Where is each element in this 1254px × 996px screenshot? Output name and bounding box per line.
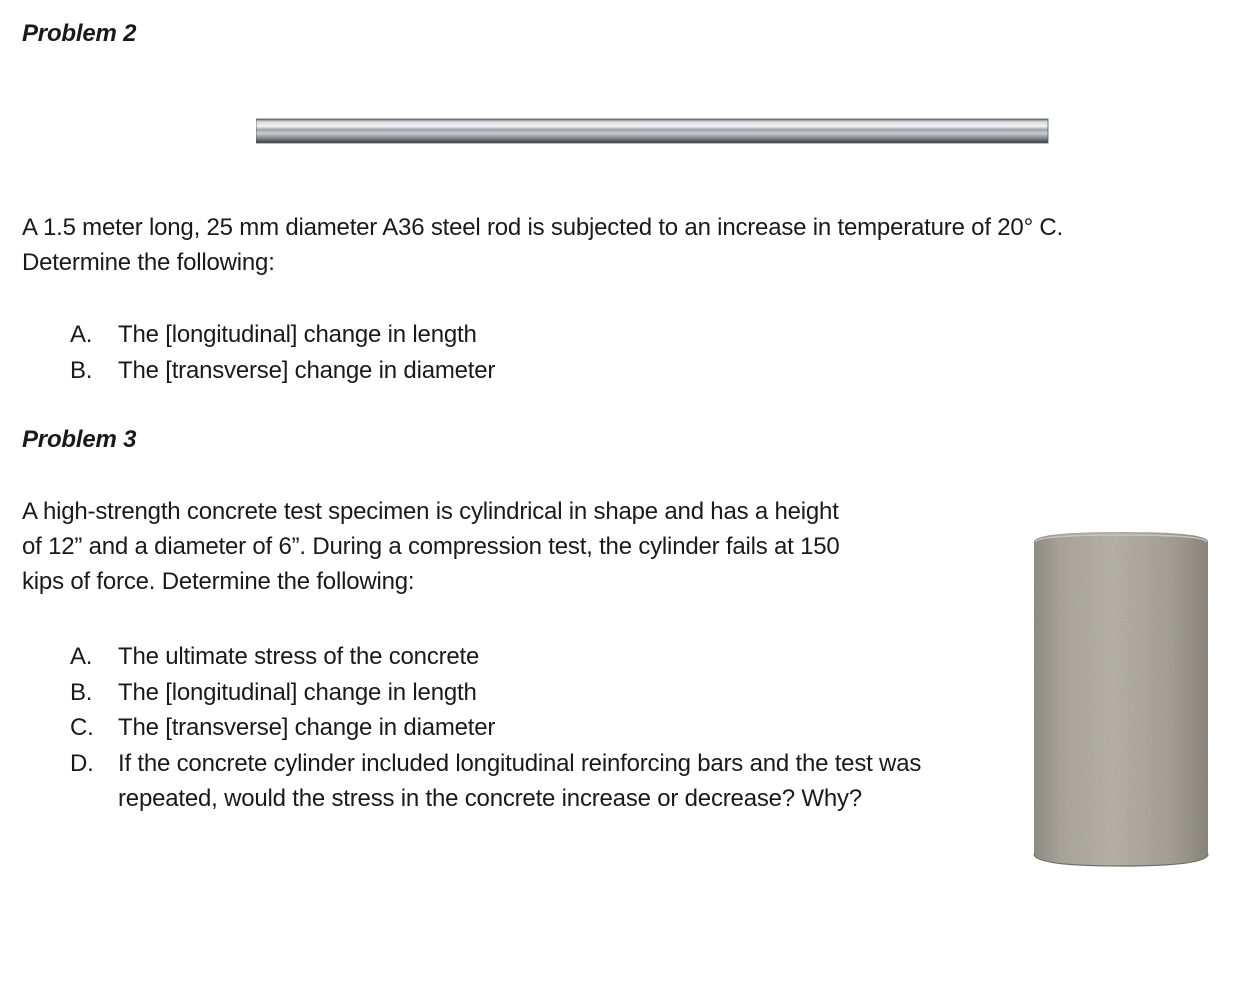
problem-2-question-list <box>70 317 495 388</box>
problem-3-statement-line-2: of 12” and a diameter of 6”. During a compression test, the cylinder fails at 150 <box>22 533 840 560</box>
item-letter: B. <box>70 678 93 706</box>
list-item <box>70 746 950 817</box>
problem-2-statement-line-1: A 1.5 meter long, 25 mm diameter A36 steel rod is subjected to an increase in temperature of 20° C. <box>22 214 1064 241</box>
item-text: The [transverse] change in diameter <box>118 356 496 384</box>
problem-2-statement-line-2: Determine the following: <box>22 249 275 276</box>
item-text: If the concrete cylinder included longitudinal reinforcing bars and the test was repeated, would the stress in the concrete increase or decrease? Why? <box>118 749 922 812</box>
list-item <box>70 353 495 389</box>
list-item <box>70 710 950 746</box>
item-letter: B. <box>70 356 93 384</box>
problem-3-statement-line-1: A high-strength concrete test specimen is cylindrical in shape and has a height <box>22 498 839 525</box>
list-item <box>70 675 950 711</box>
item-text: The [longitudinal] change in length <box>118 321 477 348</box>
item-text: The [longitudinal] change in length <box>118 678 477 706</box>
problem-3-statement <box>22 494 982 599</box>
list-item <box>70 639 950 675</box>
steel-rod-image <box>256 117 1050 145</box>
item-text: The [transverse] change in diameter <box>118 714 496 741</box>
item-letter: C. <box>70 714 94 741</box>
item-letter: A. <box>70 321 93 348</box>
item-letter: D. <box>70 749 94 777</box>
list-item <box>70 317 495 353</box>
problem-3-title: Problem 3 <box>22 426 137 453</box>
concrete-cylinder-image <box>1030 528 1212 872</box>
problem-2-statement <box>22 210 1237 280</box>
problem-3-statement-line-3: kips of force. Determine the following: <box>22 568 415 595</box>
problem-2-title: Problem 2 <box>22 20 137 47</box>
item-text: The ultimate stress of the concrete <box>118 643 480 670</box>
problem-3-question-list <box>70 639 950 817</box>
item-letter: A. <box>70 643 93 670</box>
